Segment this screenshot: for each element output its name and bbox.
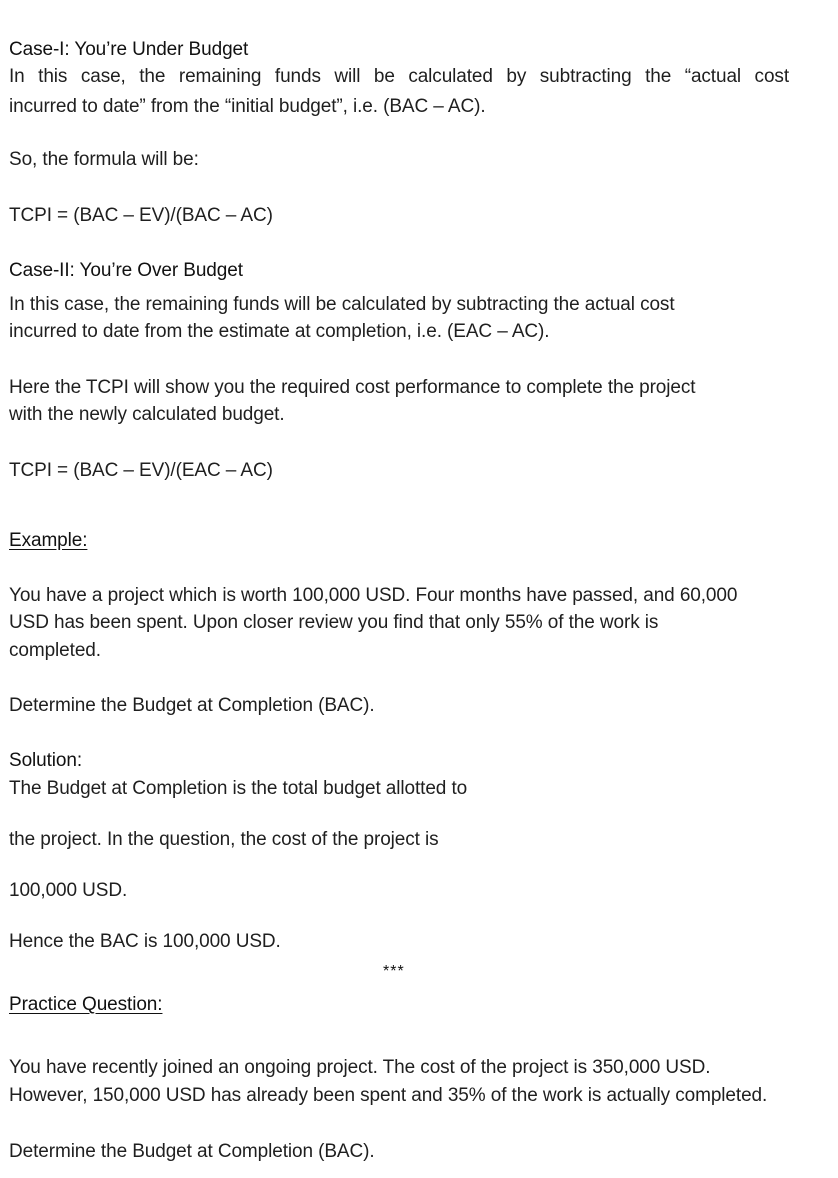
solution-line2: the project. In the question, the cost of the project is	[9, 829, 439, 850]
case1-formula-intro: So, the formula will be:	[9, 149, 199, 170]
solution-line4: Hence the BAC is 100,000 USD.	[9, 931, 281, 952]
practice-line1: You have recently joined an ongoing project. The cost of the project is 350,000 USD.	[9, 1057, 711, 1078]
case1-formula: TCPI = (BAC – EV)/(BAC – AC)	[9, 205, 273, 226]
example-question: Determine the Budget at Completion (BAC).	[9, 695, 375, 716]
practice-line2: However, 150,000 USD has already been spent and 35% of the work is actually completed.	[9, 1085, 768, 1106]
case2-paragraph-line2: incurred to date from the estimate at completion, i.e. (EAC – AC).	[9, 321, 550, 342]
case1-paragraph-line1: In this case, the remaining funds will be calculated by subtracting the “actual cost	[9, 66, 789, 87]
example-line3: completed.	[9, 640, 101, 661]
case2-heading: Case-II: You’re Over Budget	[9, 260, 243, 281]
case2-note-line2: with the newly calculated budget.	[9, 404, 285, 425]
practice-heading: Practice Question:	[9, 994, 163, 1015]
example-line1: You have a project which is worth 100,000 USD. Four months have passed, and 60,000	[9, 585, 738, 606]
example-line2: USD has been spent. Upon closer review you find that only 55% of the work is	[9, 612, 659, 633]
solution-line1: The Budget at Completion is the total budget allotted to	[9, 778, 468, 799]
solution-line3: 100,000 USD.	[9, 880, 128, 901]
practice-question: Determine the Budget at Completion (BAC).	[9, 1141, 375, 1162]
case2-note-line1: Here the TCPI will show you the required cost performance to complete the project	[9, 377, 696, 398]
case2-formula: TCPI = (BAC – EV)/(EAC – AC)	[9, 460, 273, 481]
solution-heading: Solution:	[9, 750, 83, 771]
case1-paragraph-line2: incurred to date” from the “initial budget”, i.e. (BAC – AC).	[9, 96, 486, 117]
section-separator: ***	[383, 963, 405, 980]
example-heading: Example:	[9, 530, 88, 551]
case2-paragraph-line1: In this case, the remaining funds will be calculated by subtracting the actual cost	[9, 294, 675, 315]
case1-heading: Case-I: You’re Under Budget	[9, 39, 249, 60]
